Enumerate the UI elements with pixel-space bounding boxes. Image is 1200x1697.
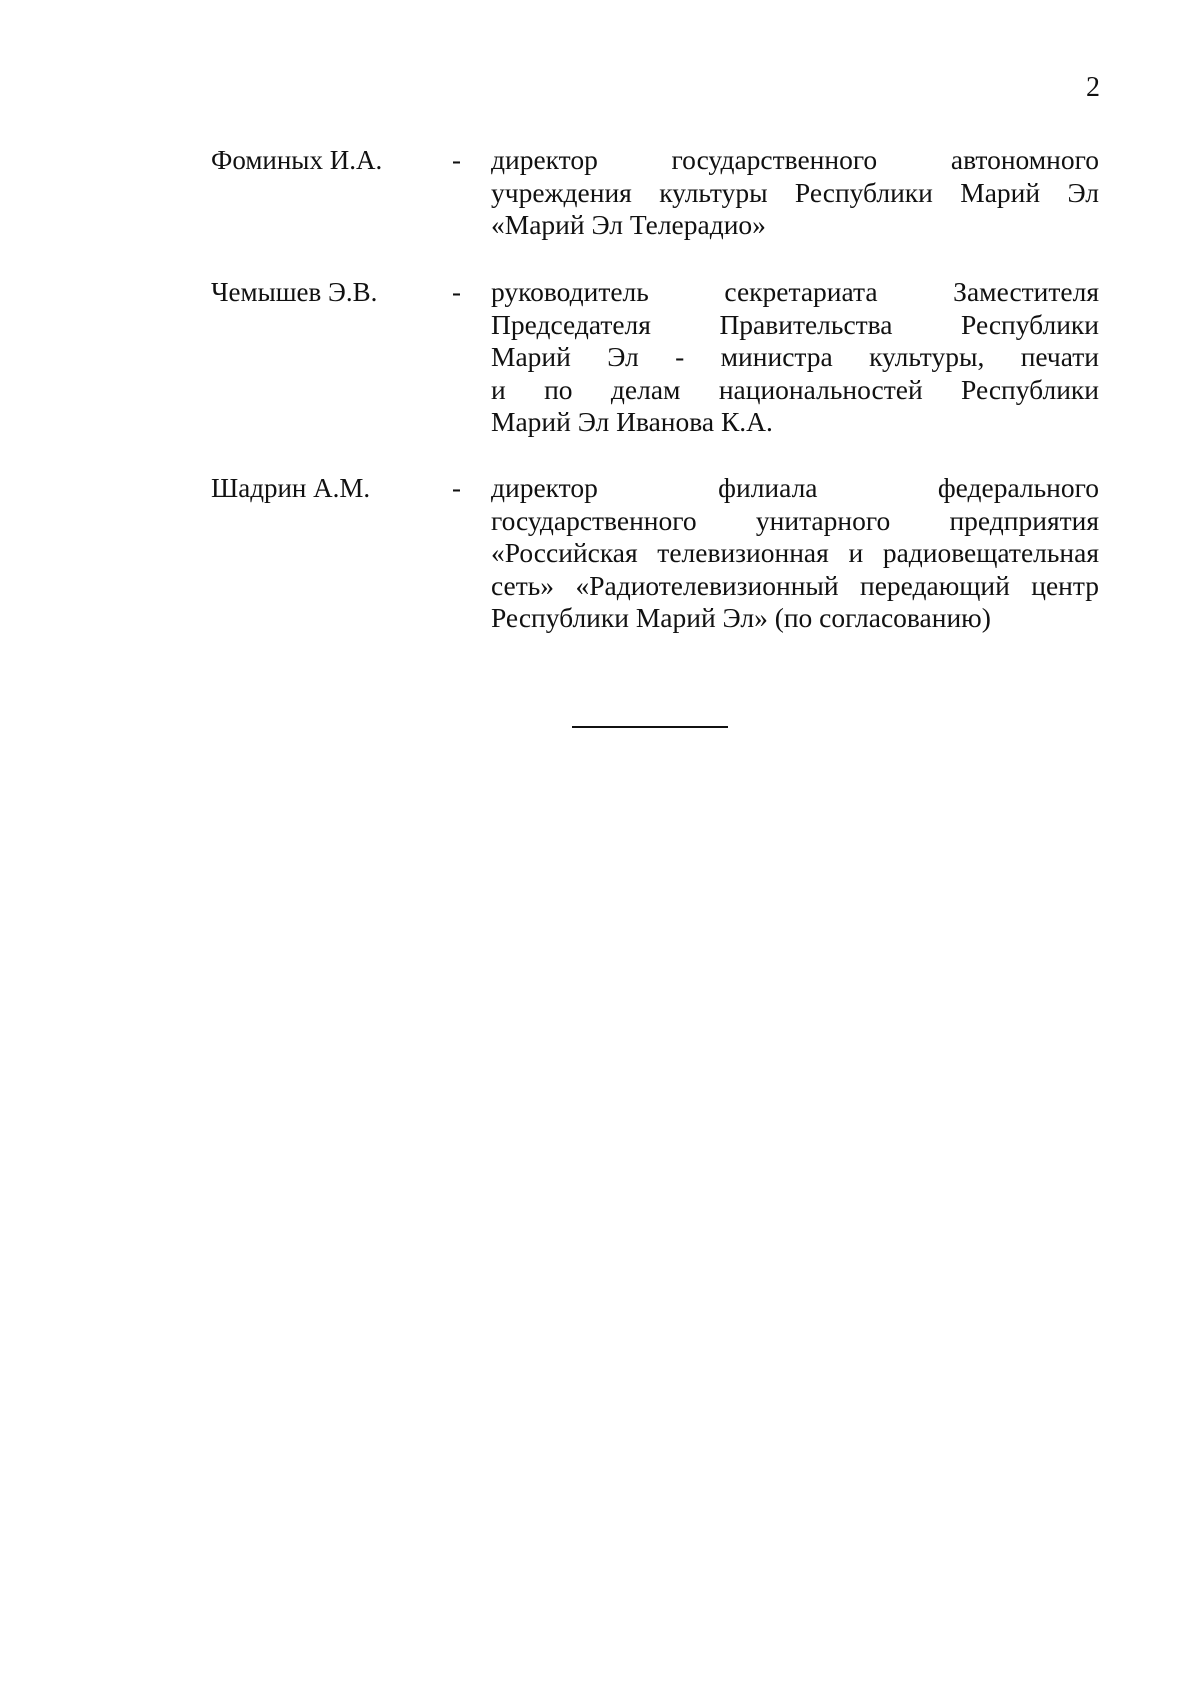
position-line: учреждения культуры Республики Марий Эл — [491, 176, 1099, 208]
member-name: Шадрин А.М. — [211, 473, 371, 503]
position-line: сеть» «Радиотелевизионный передающий центр — [491, 569, 1099, 601]
position-line: директор государственного автономного — [491, 144, 1099, 175]
entry-dash: - — [452, 473, 461, 503]
member-name: Чемышев Э.В. — [211, 277, 378, 307]
member-position — [491, 276, 1099, 439]
member-position — [491, 472, 1099, 635]
page-number: 2 — [1086, 72, 1100, 103]
position-line: Марий Эл Иванова К.А. — [491, 406, 773, 437]
position-line: Марий Эл - министра культуры, печати — [491, 341, 1099, 372]
position-line: и по делам национальностей Республики — [491, 373, 1099, 405]
position-line: руководитель секретариата Заместителя — [491, 276, 1099, 307]
position-line: «Марий Эл Телерадио» — [491, 209, 766, 240]
entry-dash: - — [452, 277, 461, 307]
member-name: Фоминых И.А. — [211, 145, 383, 175]
position-line: государственного унитарного предприятия — [491, 504, 1099, 536]
position-line: «Российская телевизионная и радиовещательная — [491, 537, 1099, 568]
position-line: директор филиала федерального — [491, 472, 1099, 503]
member-position — [491, 144, 1099, 242]
end-divider — [572, 726, 728, 728]
position-line: Республики Марий Эл» (по согласованию) — [491, 602, 991, 633]
entry-dash: - — [452, 145, 461, 175]
position-line: Председателя Правительства Республики — [491, 308, 1099, 340]
